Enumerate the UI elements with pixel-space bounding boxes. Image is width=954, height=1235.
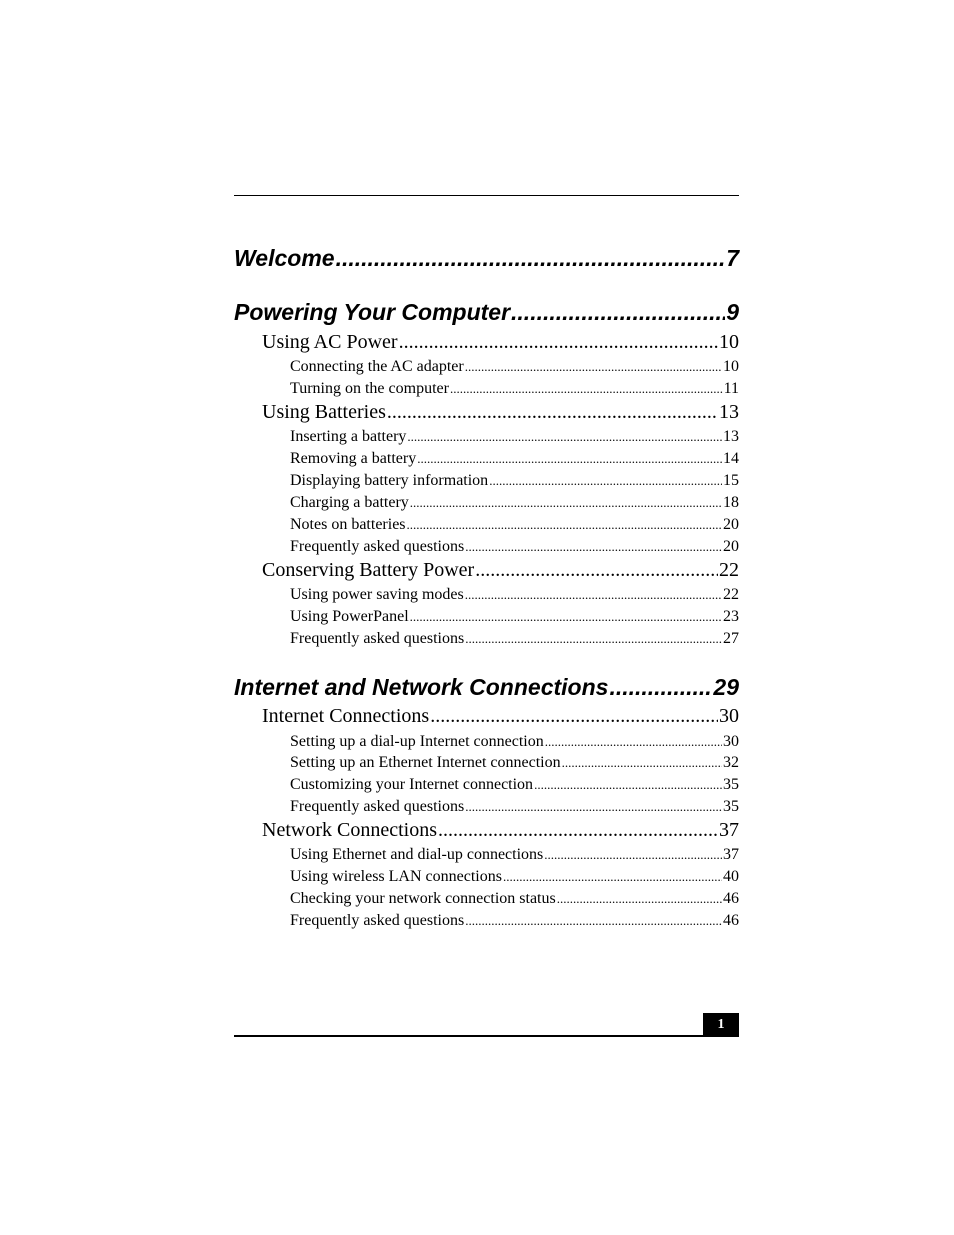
toc-item-title: Frequently asked questions — [290, 538, 465, 555]
toc-item[interactable] — [290, 494, 739, 512]
toc-item-title: Using wireless LAN connections — [290, 868, 502, 885]
toc-page-number: 13 — [723, 428, 739, 445]
toc-item[interactable] — [290, 630, 739, 648]
page-number-badge: 1 — [703, 1013, 739, 1036]
toc-item[interactable] — [290, 538, 739, 556]
toc-subsection-internet[interactable] — [262, 705, 739, 728]
toc-page-number: 11 — [723, 380, 739, 397]
toc-item-title: Connecting the AC adapter — [290, 358, 464, 375]
toc-item-title: Frequently asked questions — [290, 630, 465, 647]
toc-page-number: 37 — [719, 819, 739, 841]
dot-leader — [534, 777, 722, 793]
toc-page-number: 10 — [719, 331, 739, 353]
dot-leader — [465, 587, 722, 603]
dot-leader — [465, 539, 722, 555]
toc-page-number: 7 — [726, 245, 739, 271]
dot-leader — [450, 381, 723, 397]
toc-page-number: 9 — [726, 299, 739, 325]
bottom-rule — [234, 1035, 739, 1037]
dot-leader — [438, 819, 718, 842]
toc-page-number: 22 — [719, 559, 739, 581]
dot-leader — [489, 473, 722, 489]
toc-item-title: Setting up an Ethernet Internet connection — [290, 754, 561, 771]
toc-page-number: 32 — [723, 754, 739, 771]
toc-item[interactable] — [290, 608, 739, 626]
toc-page-number: 20 — [723, 538, 739, 555]
dot-leader — [407, 517, 722, 533]
toc-page-number: 10 — [723, 358, 739, 375]
toc-item[interactable] — [290, 868, 739, 886]
dot-leader — [511, 299, 725, 326]
toc-page-number: 18 — [723, 494, 739, 511]
toc-item-title: Checking your network connection status — [290, 890, 556, 907]
toc-page-number: 29 — [713, 674, 739, 700]
dot-leader — [410, 609, 722, 625]
toc-item-title: Frequently asked questions — [290, 912, 465, 929]
toc-subsection-network[interactable] — [262, 819, 739, 842]
toc-section-welcome[interactable] — [234, 245, 739, 272]
toc-page-number: 27 — [723, 630, 739, 647]
toc-item-title: Charging a battery — [290, 494, 409, 511]
toc-section-powering[interactable] — [234, 299, 739, 326]
dot-leader — [465, 913, 722, 929]
toc-item[interactable] — [290, 754, 739, 772]
toc-item[interactable] — [290, 890, 739, 908]
toc-item-title: Using Ethernet and dial-up connections — [290, 846, 544, 863]
toc-page-number: 46 — [723, 890, 739, 907]
toc-page-number: 35 — [723, 776, 739, 793]
toc-page-number: 23 — [723, 608, 739, 625]
toc-item[interactable] — [290, 428, 739, 446]
toc-page-number: 20 — [723, 516, 739, 533]
toc-page-number: 30 — [723, 733, 739, 750]
toc-section-title: Welcome — [234, 245, 335, 271]
dot-leader — [465, 359, 722, 375]
toc-item[interactable] — [290, 776, 739, 794]
dot-leader — [410, 495, 722, 511]
toc-subsection-title: Conserving Battery Power — [262, 559, 475, 581]
toc-subsection-title: Network Connections — [262, 819, 437, 841]
toc-subsection-title: Using Batteries — [262, 401, 386, 423]
dot-leader — [609, 674, 712, 701]
toc-item[interactable] — [290, 846, 739, 864]
toc-item-title: Using PowerPanel — [290, 608, 409, 625]
toc-page — [234, 0, 739, 1235]
dot-leader — [387, 401, 718, 424]
toc-page-number: 46 — [723, 912, 739, 929]
dot-leader — [336, 245, 726, 272]
toc-page-number: 15 — [723, 472, 739, 489]
toc-item-title: Frequently asked questions — [290, 798, 465, 815]
toc-item[interactable] — [290, 472, 739, 490]
dot-leader — [465, 631, 722, 647]
top-rule — [234, 195, 739, 196]
toc-page-number: 22 — [723, 586, 739, 603]
toc-item[interactable] — [290, 912, 739, 930]
toc-item-title: Removing a battery — [290, 450, 417, 467]
toc-item[interactable] — [290, 798, 739, 816]
toc-page-number: 40 — [723, 868, 739, 885]
toc-item[interactable] — [290, 450, 739, 468]
toc-section-title: Internet and Network Connections — [234, 674, 609, 700]
toc-subsection-ac-power[interactable] — [262, 331, 739, 354]
toc-subsection-title: Using AC Power — [262, 331, 398, 353]
toc-item-title: Turning on the computer — [290, 380, 449, 397]
dot-leader — [465, 799, 722, 815]
dot-leader — [544, 847, 722, 863]
dot-leader — [417, 451, 722, 467]
dot-leader — [475, 559, 718, 582]
dot-leader — [407, 429, 722, 445]
toc-item[interactable] — [290, 380, 739, 398]
toc-item-title: Inserting a battery — [290, 428, 407, 445]
toc-item[interactable] — [290, 358, 739, 376]
toc-page-number: 14 — [723, 450, 739, 467]
toc-page-number: 37 — [723, 846, 739, 863]
dot-leader — [399, 331, 718, 354]
toc-item-title: Displaying battery information — [290, 472, 489, 489]
toc-item-title: Using power saving modes — [290, 586, 464, 603]
toc-section-internet-network[interactable] — [234, 674, 739, 701]
toc-item[interactable] — [290, 516, 739, 534]
toc-page-number: 13 — [719, 401, 739, 423]
toc-item-title: Setting up a dial-up Internet connection — [290, 733, 544, 750]
toc-subsection-batteries[interactable] — [262, 401, 739, 424]
toc-subsection-title: Internet Connections — [262, 705, 430, 727]
toc-subsection-conserving[interactable] — [262, 559, 739, 582]
dot-leader — [545, 734, 722, 750]
toc-section-title: Powering Your Computer — [234, 299, 511, 325]
toc-item-title: Notes on batteries — [290, 516, 406, 533]
dot-leader — [430, 705, 718, 728]
toc-item[interactable] — [290, 586, 739, 604]
dot-leader — [503, 869, 722, 885]
toc-item-title: Customizing your Internet connection — [290, 776, 534, 793]
toc-item[interactable] — [290, 733, 739, 751]
dot-leader — [557, 891, 722, 907]
toc-page-number: 35 — [723, 798, 739, 815]
toc-page-number: 30 — [719, 705, 739, 727]
dot-leader — [562, 755, 722, 771]
